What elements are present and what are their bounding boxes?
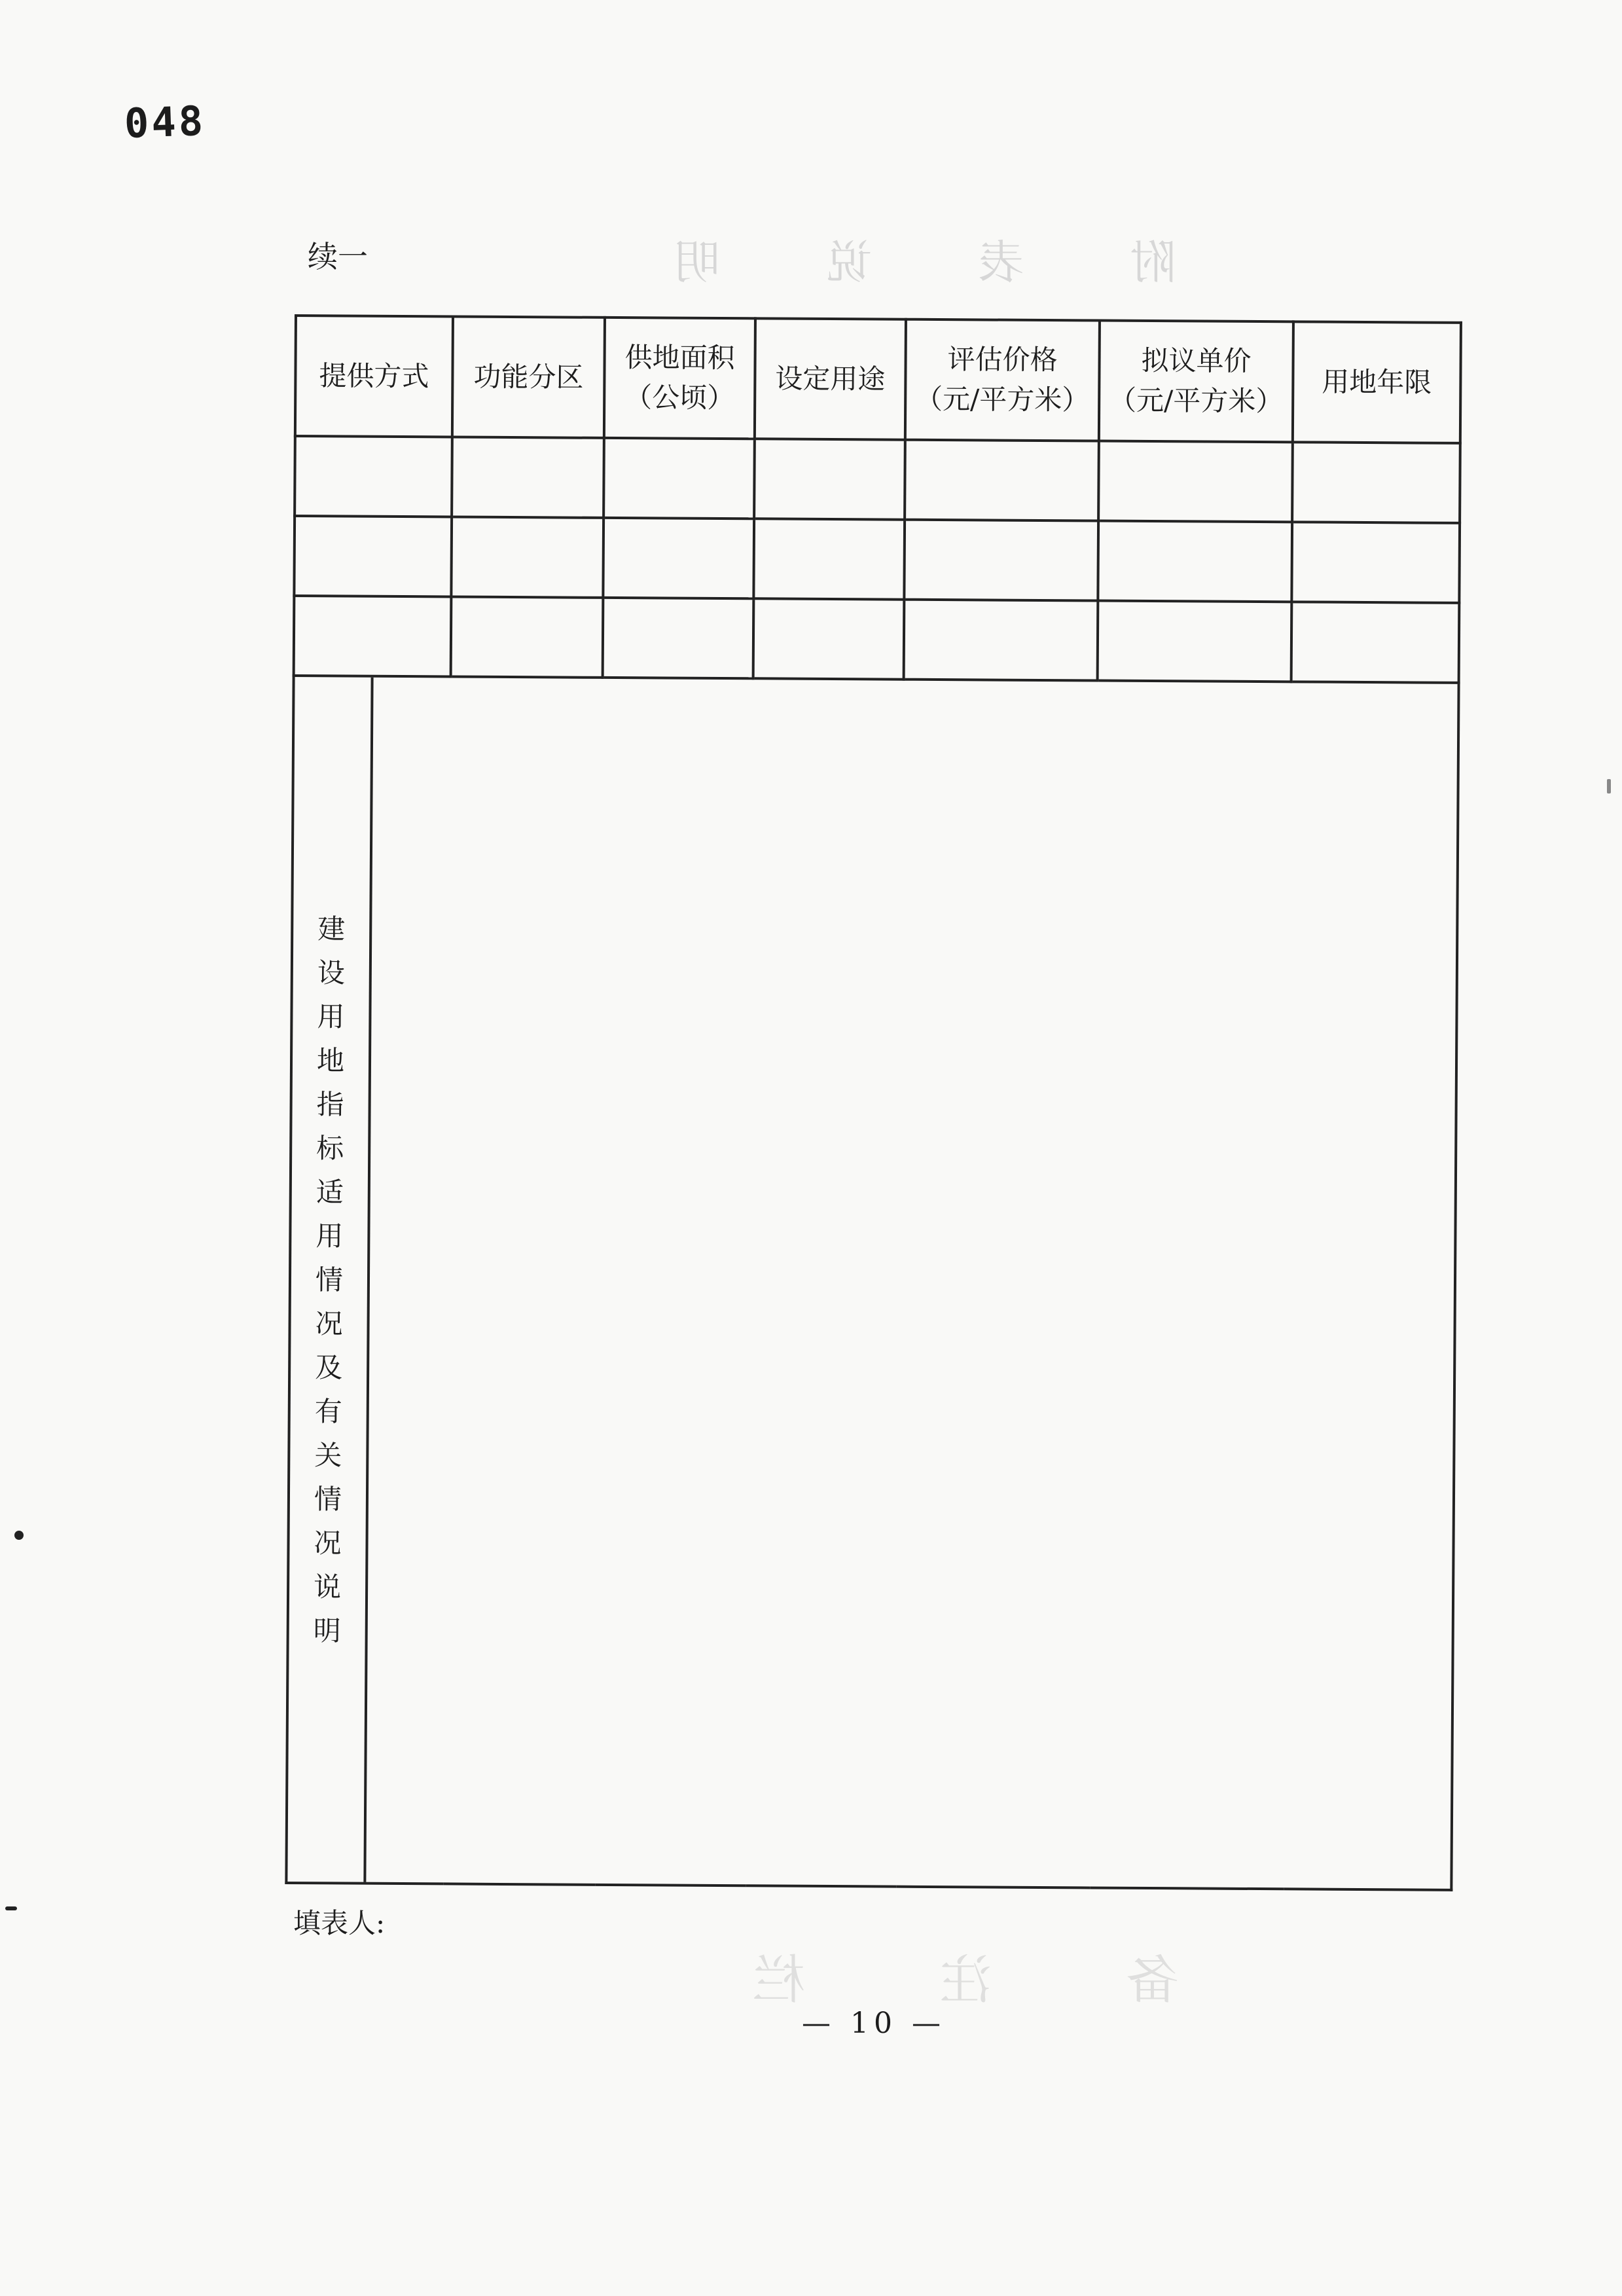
table-cell[interactable] [1098, 521, 1292, 602]
header-line: 功能分区 [473, 360, 584, 393]
table-cell[interactable] [294, 516, 452, 596]
table-row [294, 516, 1460, 603]
table-row [295, 436, 1460, 523]
header-appraised-price [905, 319, 1100, 441]
header-line: 评估价格 [947, 343, 1058, 376]
header-land-use-term [1293, 321, 1461, 443]
scan-speck [1607, 779, 1611, 793]
table-cell[interactable] [1098, 601, 1292, 682]
notes-inner-table [287, 677, 1457, 1889]
scan-speck [5, 1906, 17, 1910]
bleed-through-bottom: 备 注 栏 [694, 1950, 1179, 2011]
table-cell[interactable] [1098, 441, 1293, 522]
table-cell[interactable] [604, 438, 755, 519]
table-header-row [295, 316, 1461, 443]
table-row [294, 596, 1460, 683]
header-supply-method [295, 316, 453, 437]
header-line: 用地年限 [1322, 365, 1432, 399]
header-unit: （元/平方米） [1108, 384, 1284, 418]
table-cell[interactable] [451, 517, 604, 597]
notes-row-container [286, 676, 1458, 1890]
header-land-area [604, 318, 755, 439]
table-cell[interactable] [754, 439, 905, 519]
scan-speck [14, 1531, 24, 1540]
table-cell[interactable] [294, 596, 452, 676]
notes-row [286, 676, 1458, 1890]
notes-label-cell [287, 677, 372, 1882]
table-cell[interactable] [905, 440, 1099, 521]
table-cell[interactable] [753, 519, 905, 599]
archive-stamp-number: 048 [123, 96, 207, 148]
table-cell[interactable] [904, 600, 1098, 681]
table-cell[interactable] [904, 520, 1098, 601]
header-line: 设定用途 [775, 362, 886, 395]
land-supply-form-table [285, 314, 1462, 1891]
notes-vertical-label: 建设用地指标适用情况及有关情况说明 [313, 912, 346, 1647]
continued-label: 续一 [308, 239, 368, 274]
table-cell[interactable] [753, 598, 905, 679]
bleed-through-title: 附 表 说 明 [628, 236, 1176, 289]
header-line: 提供方式 [319, 359, 429, 392]
table-cell[interactable] [603, 598, 754, 678]
notes-content-area[interactable] [365, 678, 1457, 1889]
header-line: 供地面积 [624, 341, 735, 374]
table-cell[interactable] [451, 596, 604, 677]
table-cell[interactable] [1291, 602, 1460, 683]
table-cell[interactable] [452, 437, 604, 517]
header-unit: （元/平方米） [915, 382, 1090, 416]
table-cell[interactable] [1292, 442, 1460, 523]
header-designated-use [755, 318, 906, 439]
form-filler-label: 填表人: [293, 1907, 386, 1939]
header-functional-zone [452, 316, 605, 437]
table-cell[interactable] [295, 436, 452, 517]
page-number: — 10 — [802, 2007, 946, 2040]
header-proposed-unit-price [1099, 321, 1293, 443]
table-cell[interactable] [1291, 522, 1460, 603]
table-cell[interactable] [603, 518, 754, 598]
header-unit: （公顷） [624, 381, 735, 414]
header-line: 拟议单价 [1141, 344, 1252, 378]
